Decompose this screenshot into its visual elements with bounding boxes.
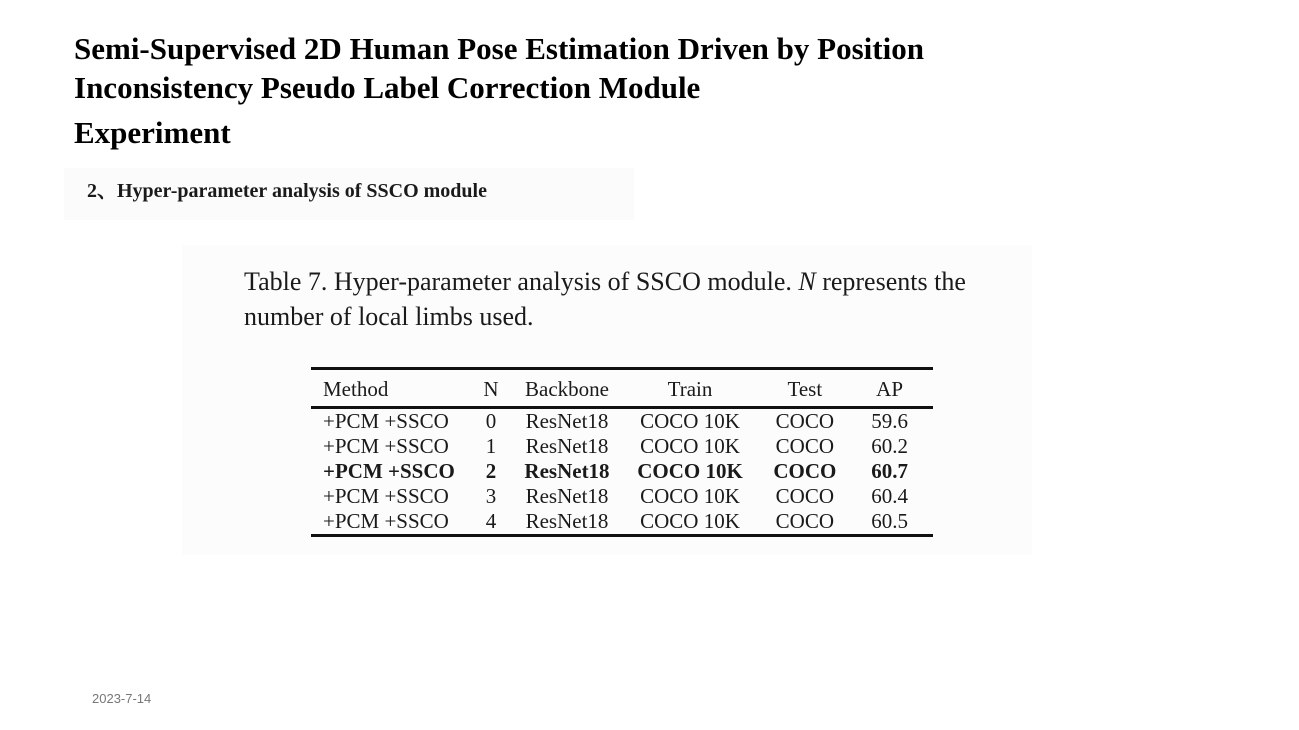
- caption-variable: N: [798, 267, 816, 296]
- table-row: [311, 408, 933, 435]
- header-train: Train: [667, 377, 713, 401]
- header-method: Method: [323, 377, 389, 401]
- cell-test: COCO: [775, 509, 835, 533]
- cell-backbone: ResNet18: [525, 434, 609, 458]
- caption-prefix: Table 7. Hyper-parameter analysis of SSCO module.: [244, 267, 792, 296]
- cell-method: +PCM +SSCO: [323, 434, 449, 458]
- subheading: 2、Hyper-parameter analysis of SSCO module: [87, 180, 487, 202]
- header-n: N: [483, 377, 499, 401]
- cell-n: 3: [485, 484, 497, 508]
- header-ap: AP: [876, 377, 904, 401]
- cell-backbone: ResNet18: [525, 509, 609, 533]
- caption-suffix: represents the number of local limbs used.: [244, 267, 966, 331]
- table-row: [311, 509, 933, 536]
- footer-date: 2023-7-14: [92, 691, 152, 706]
- cell-ap: 60.7: [871, 459, 908, 483]
- cell-train: COCO 10K: [640, 409, 740, 433]
- cell-train: COCO 10K: [640, 434, 740, 458]
- slide-title-line2: Inconsistency Pseudo Label Correction Module: [74, 70, 701, 105]
- table-header-row: [311, 369, 933, 408]
- table-row: [311, 459, 933, 484]
- cell-train: COCO 10K: [640, 509, 740, 533]
- table-caption: [244, 264, 1014, 334]
- table-row: [311, 434, 933, 459]
- slide-title: [74, 29, 1074, 107]
- cell-n: 2: [485, 459, 497, 483]
- cell-ap: 60.4: [871, 484, 908, 508]
- results-table: [311, 367, 933, 537]
- cell-backbone: ResNet18: [525, 409, 609, 433]
- cell-n: 4: [485, 509, 497, 533]
- cell-test: COCO: [775, 434, 835, 458]
- section-heading: Experiment: [74, 115, 231, 150]
- cell-method: +PCM +SSCO: [323, 409, 449, 433]
- cell-method: +PCM +SSCO: [323, 509, 449, 533]
- cell-method: +PCM +SSCO: [323, 459, 455, 483]
- header-test: Test: [787, 377, 823, 401]
- table-body: [311, 408, 933, 536]
- cell-ap: 59.6: [871, 409, 908, 433]
- cell-test: COCO: [775, 484, 835, 508]
- cell-ap: 60.2: [871, 434, 908, 458]
- table-row: [311, 484, 933, 509]
- slide-title-line1: Semi-Supervised 2D Human Pose Estimation Driven by Position: [74, 31, 924, 66]
- results-table-wrapper: [311, 367, 933, 537]
- cell-n: 0: [485, 409, 497, 433]
- cell-test: COCO: [775, 409, 835, 433]
- cell-backbone: ResNet18: [524, 459, 610, 483]
- header-backbone: Backbone: [525, 377, 609, 401]
- cell-train: COCO 10K: [637, 459, 743, 483]
- cell-n: 1: [485, 434, 497, 458]
- cell-method: +PCM +SSCO: [323, 484, 449, 508]
- cell-ap: 60.5: [871, 509, 908, 533]
- cell-backbone: ResNet18: [525, 484, 609, 508]
- cell-test: COCO: [773, 459, 837, 483]
- cell-train: COCO 10K: [640, 484, 740, 508]
